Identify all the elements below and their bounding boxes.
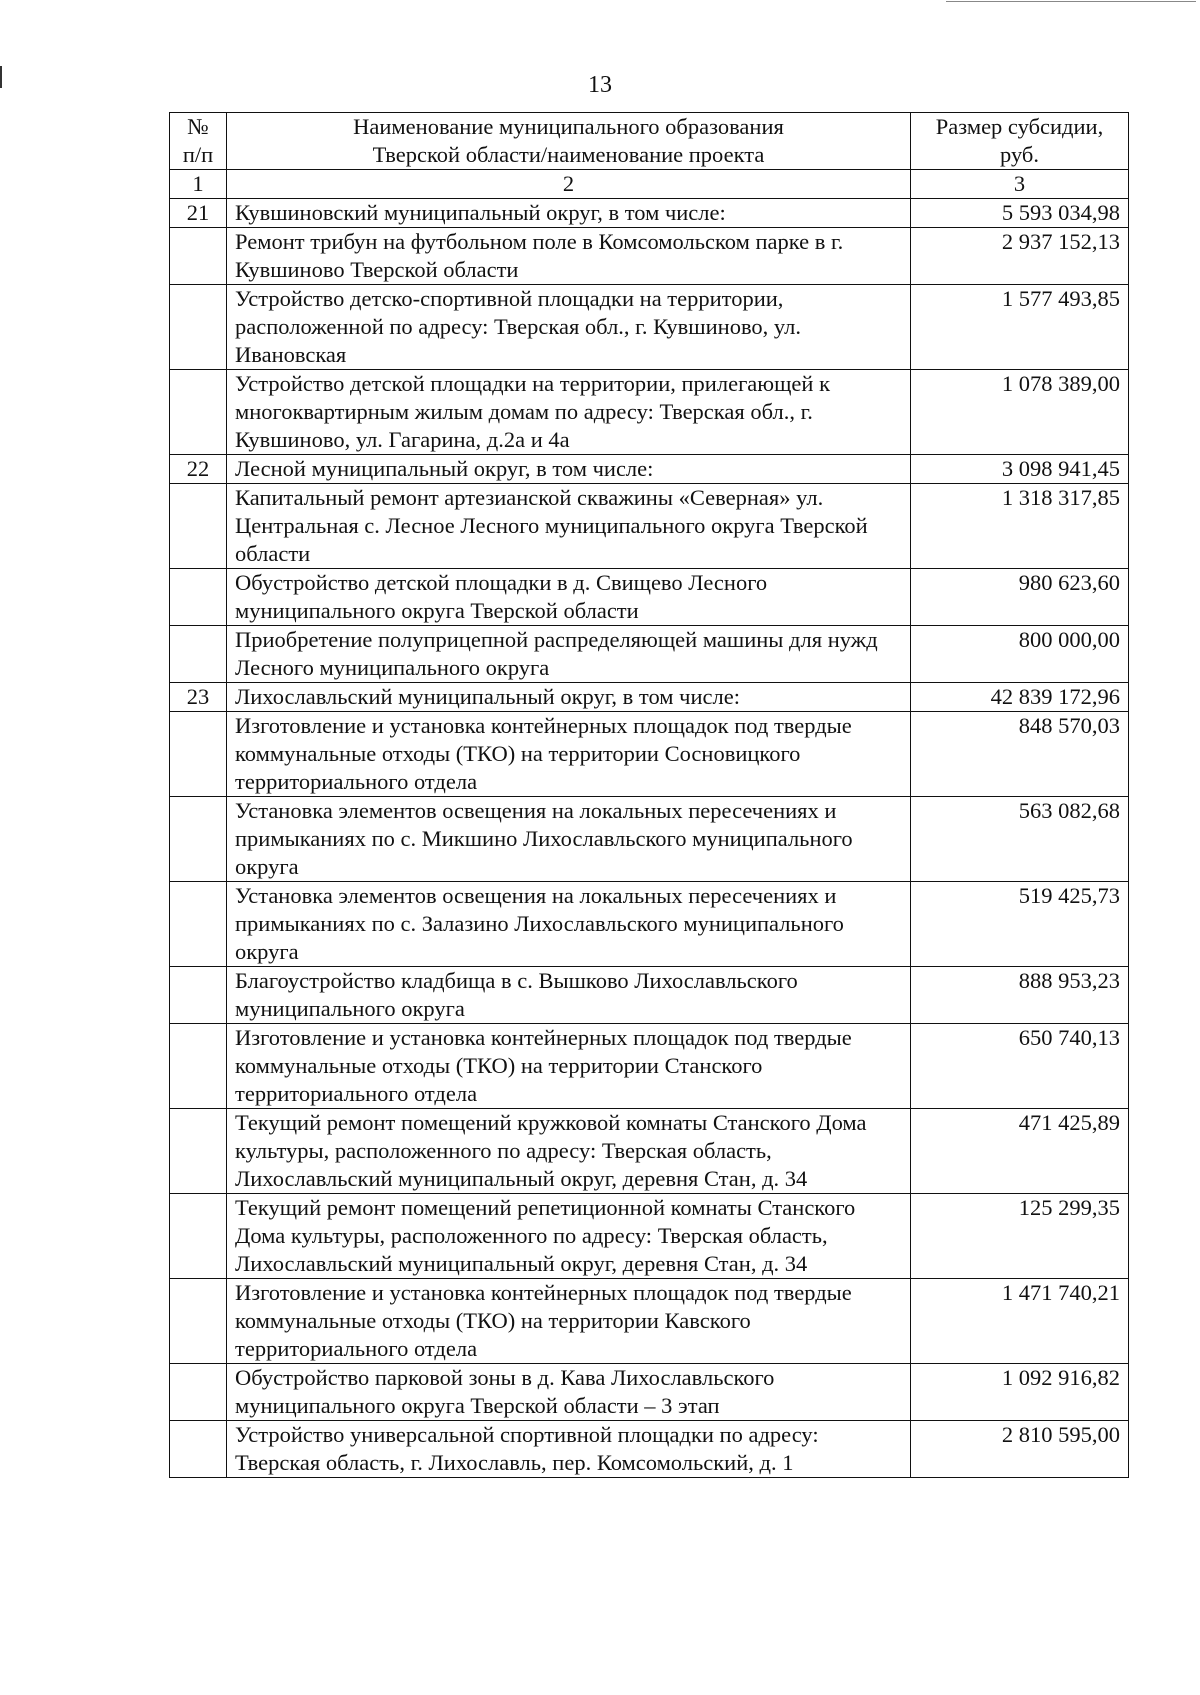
table-row <box>170 228 1129 285</box>
row-project-name: Устройство универсальной спортивной площадки по адресу: Тверская область, г. Лихославль, пер. Комсомольский, д. 1 <box>227 1421 911 1478</box>
row-subsidy-amount: 980 623,60 <box>911 569 1129 626</box>
row-number: 21 <box>170 199 227 228</box>
row-subsidy-amount: 519 425,73 <box>911 882 1129 967</box>
row-project-name: Изготовление и установка контейнерных площадок под твердые коммунальные отходы (ТКО) на территории Сосновицкого территориального отдела <box>227 712 911 797</box>
row-project-name: Ремонт трибун на футбольном поле в Комсомольском парке в г. Кувшиново Тверской области <box>227 228 911 285</box>
row-project-name: Установка элементов освещения на локальных пересечениях и примыканиях по с. Залазино Лихославльского муниципального округа <box>227 882 911 967</box>
row-project-name: Изготовление и установка контейнерных площадок под твердые коммунальные отходы (ТКО) на территории Кавского территориального отдела <box>227 1279 911 1364</box>
row-subsidy-amount: 42 839 172,96 <box>911 683 1129 712</box>
table-body <box>170 199 1129 1478</box>
row-project-name: Капитальный ремонт артезианской скважины «Северная» ул. Центральная с. Лесное Лесного муниципального округа Тверской области <box>227 484 911 569</box>
row-project-name: Лесной муниципальный округ, в том числе: <box>227 455 911 484</box>
table-row <box>170 882 1129 967</box>
row-number <box>170 569 227 626</box>
row-subsidy-amount: 1 471 740,21 <box>911 1279 1129 1364</box>
row-project-name: Установка элементов освещения на локальных пересечениях и примыканиях по с. Микшино Лихославльского муниципального округа <box>227 797 911 882</box>
row-number: 22 <box>170 455 227 484</box>
row-project-name: Приобретение полуприцепной распределяющей машины для нужд Лесного муниципального округа <box>227 626 911 683</box>
row-number: 23 <box>170 683 227 712</box>
table-row <box>170 370 1129 455</box>
row-project-name: Устройство детско-спортивной площадки на территории, расположенной по адресу: Тверская обл., г. Кувшиново, ул. Ивановская <box>227 285 911 370</box>
row-number <box>170 1194 227 1279</box>
table-row <box>170 569 1129 626</box>
table-row <box>170 1024 1129 1109</box>
row-subsidy-amount: 1 318 317,85 <box>911 484 1129 569</box>
row-subsidy-amount: 1 577 493,85 <box>911 285 1129 370</box>
row-number <box>170 484 227 569</box>
row-project-name: Устройство детской площадки на территории, прилегающей к многоквартирным жилым домам по адресу: Тверская обл., г. Кувшиново, ул. Гагарина, д.2а и 4а <box>227 370 911 455</box>
row-subsidy-amount: 800 000,00 <box>911 626 1129 683</box>
row-subsidy-amount: 888 953,23 <box>911 967 1129 1024</box>
row-number <box>170 882 227 967</box>
row-number <box>170 285 227 370</box>
row-subsidy-amount: 471 425,89 <box>911 1109 1129 1194</box>
row-project-name: Обустройство детской площадки в д. Свищево Лесного муниципального округа Тверской области <box>227 569 911 626</box>
table-row <box>170 1109 1129 1194</box>
table-header-row <box>170 113 1129 170</box>
table-row <box>170 484 1129 569</box>
header-name: Наименование муниципального образования Тверской области/наименование проекта <box>227 113 911 170</box>
table-row <box>170 455 1129 484</box>
table-row <box>170 797 1129 882</box>
row-project-name: Изготовление и установка контейнерных площадок под твердые коммунальные отходы (ТКО) на территории Станского территориального отдела <box>227 1024 911 1109</box>
row-number <box>170 712 227 797</box>
row-project-name: Обустройство парковой зоны в д. Кава Лихославльского муниципального округа Тверской области – 3 этап <box>227 1364 911 1421</box>
row-number <box>170 1279 227 1364</box>
table-row <box>170 1364 1129 1421</box>
row-number <box>170 1109 227 1194</box>
row-subsidy-amount: 2 810 595,00 <box>911 1421 1129 1478</box>
page-number: 13 <box>588 72 612 98</box>
header-amount: Размер субсидии, руб. <box>911 113 1129 170</box>
row-subsidy-amount: 5 593 034,98 <box>911 199 1129 228</box>
row-project-name: Кувшиновский муниципальный округ, в том числе: <box>227 199 911 228</box>
table-row <box>170 712 1129 797</box>
row-subsidy-amount: 2 937 152,13 <box>911 228 1129 285</box>
subsidy-table <box>169 112 1129 1478</box>
column-number-1: 1 <box>170 170 227 199</box>
row-number <box>170 967 227 1024</box>
table-row <box>170 1421 1129 1478</box>
row-project-name: Текущий ремонт помещений репетиционной комнаты Станского Дома культуры, расположенного по адресу: Тверская область, Лихославльский муниципальный округ, деревня Стан, д. 34 <box>227 1194 911 1279</box>
row-subsidy-amount: 1 092 916,82 <box>911 1364 1129 1421</box>
row-number <box>170 626 227 683</box>
row-subsidy-amount: 650 740,13 <box>911 1024 1129 1109</box>
scan-edge-mark <box>946 1 1196 2</box>
table-row <box>170 1279 1129 1364</box>
row-number <box>170 228 227 285</box>
row-number <box>170 1421 227 1478</box>
row-subsidy-amount: 125 299,35 <box>911 1194 1129 1279</box>
table-row <box>170 1194 1129 1279</box>
header-num: № п/п <box>170 113 227 170</box>
column-number-3: 3 <box>911 170 1129 199</box>
row-project-name: Благоустройство кладбища в с. Вышково Лихославльского муниципального округа <box>227 967 911 1024</box>
table-row <box>170 626 1129 683</box>
row-number <box>170 1024 227 1109</box>
row-subsidy-amount: 563 082,68 <box>911 797 1129 882</box>
row-number <box>170 370 227 455</box>
row-project-name: Текущий ремонт помещений кружковой комнаты Станского Дома культуры, расположенного по адресу: Тверская область, Лихославльский муниципальный округ, деревня Стан, д. 34 <box>227 1109 911 1194</box>
row-number <box>170 797 227 882</box>
scan-edge-mark <box>0 66 2 88</box>
table-row <box>170 199 1129 228</box>
table-row <box>170 285 1129 370</box>
column-number-2: 2 <box>227 170 911 199</box>
row-subsidy-amount: 3 098 941,45 <box>911 455 1129 484</box>
table-row <box>170 683 1129 712</box>
row-number <box>170 1364 227 1421</box>
column-number-row <box>170 170 1129 199</box>
table-row <box>170 967 1129 1024</box>
row-project-name: Лихославльский муниципальный округ, в том числе: <box>227 683 911 712</box>
row-subsidy-amount: 848 570,03 <box>911 712 1129 797</box>
row-subsidy-amount: 1 078 389,00 <box>911 370 1129 455</box>
